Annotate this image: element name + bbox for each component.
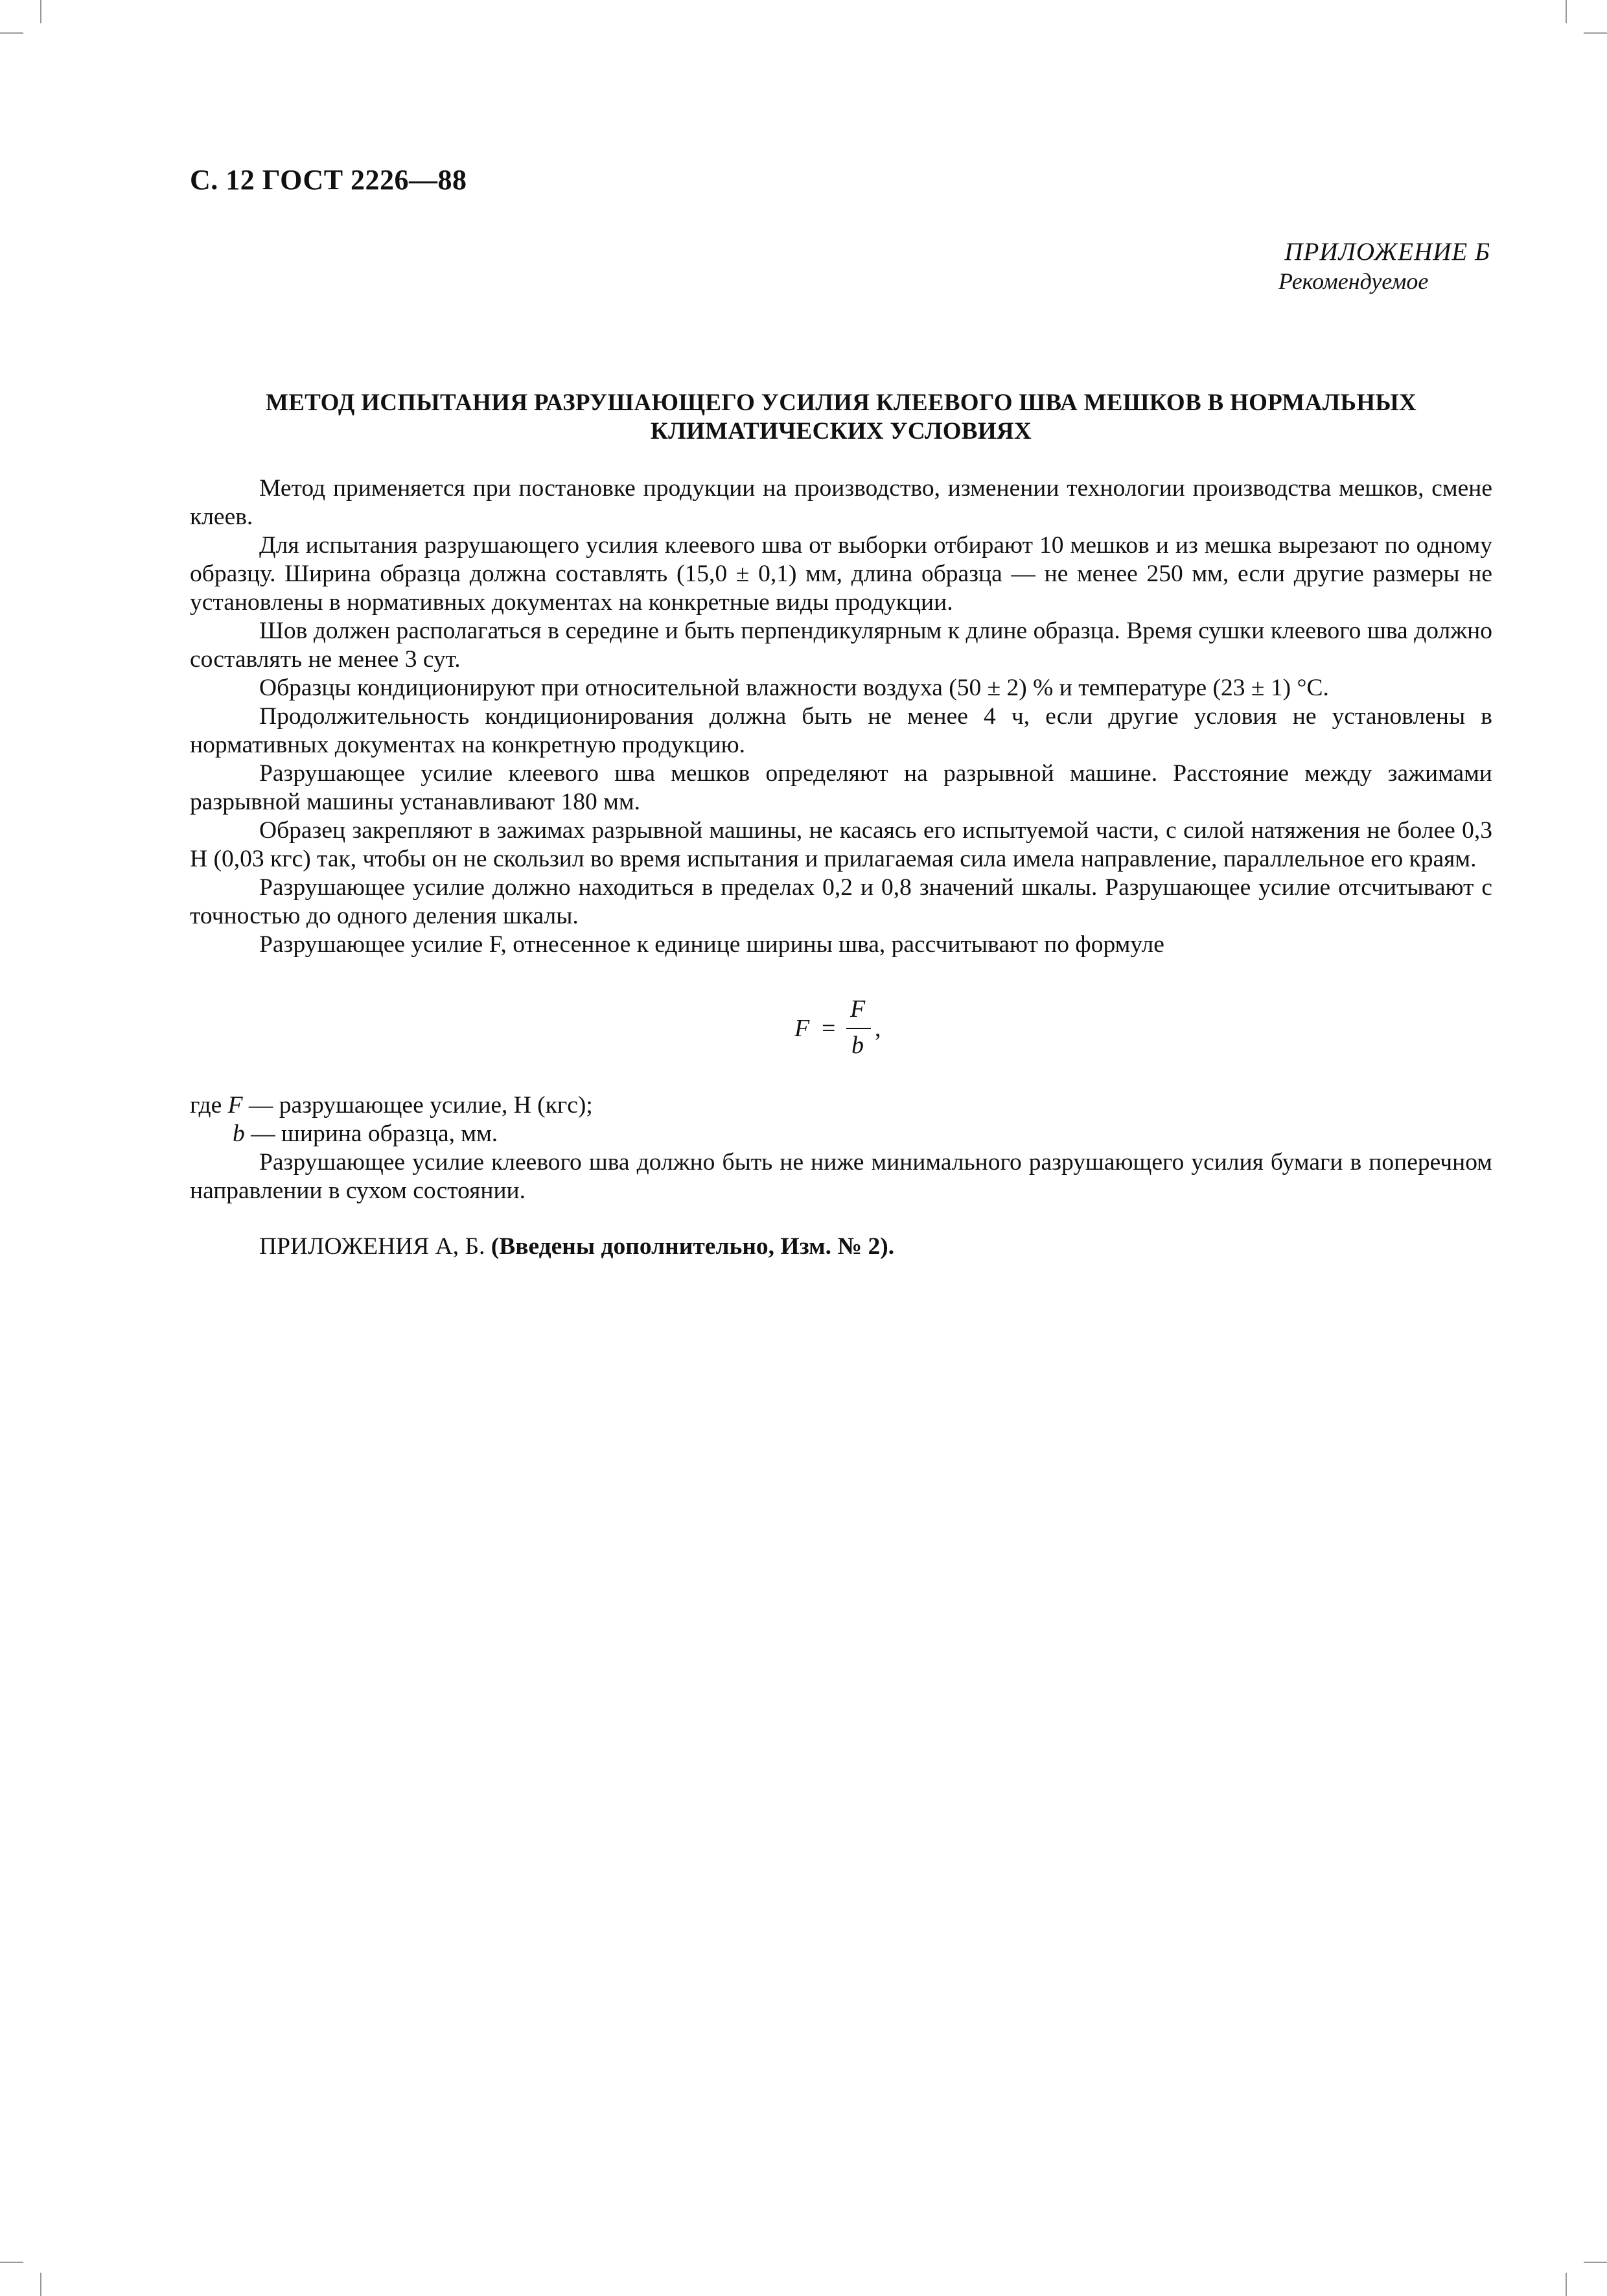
paragraph: Разрушающее усилие должно находиться в пределах 0,2 и 0,8 значений шкалы. Разрушающее усилие отсчитывают с точностью до одного деления шкалы. <box>190 874 1492 929</box>
formula <box>791 995 907 1066</box>
crop-mark <box>1584 32 1607 34</box>
paragraph: Образец закрепляют в зажимах разрывной машины, не касаясь его испытуемой части, с силой натяжения не более 0,3 Н (0,03 кгс) так, чтобы он не скользил во время испытания и прилагаемая сила имела направление, параллельное его краям. <box>190 817 1492 872</box>
crop-mark <box>1566 0 1567 23</box>
body-text <box>190 474 1492 959</box>
amendment-note <box>259 1233 894 1261</box>
fraction-bar <box>846 1028 871 1029</box>
definition-row <box>190 1120 1492 1148</box>
formula-lhs: F <box>794 1015 810 1042</box>
appendix-label <box>1166 237 1490 295</box>
variable-definitions <box>190 1091 1492 1148</box>
appendix-status: Рекомендуемое <box>1278 268 1429 294</box>
paragraph: Разрушающее усилие клеевого шва мешков определяют на разрывной машине. Расстояние между зажимами разрывной машины устанавливают 180 мм. <box>190 760 1492 815</box>
appendix-title: ПРИЛОЖЕНИЕ Б <box>1284 238 1490 266</box>
title-line: МЕТОД ИСПЫТАНИЯ РАЗРУШАЮЩЕГО УСИЛИЯ КЛЕЕВОГО ШВА МЕШКОВ В НОРМАЛЬНЫХ <box>265 389 1417 416</box>
page-header: С. 12 ГОСТ 2226—88 <box>190 164 467 196</box>
formula-equals: = <box>822 1015 836 1042</box>
paragraph: Разрушающее усилие F, отнесенное к единице ширины шва, рассчитывают по формуле <box>259 931 1164 958</box>
crop-mark <box>1566 2273 1567 2296</box>
document-title <box>190 389 1492 446</box>
crop-mark <box>40 0 41 23</box>
formula-comma: , <box>875 1015 881 1042</box>
where-prefix: где <box>190 1092 228 1119</box>
paragraph: Продолжительность кондиционирования должна быть не менее 4 ч, если другие условия не установлены в нормативных документах на конкретную продукцию. <box>190 703 1492 758</box>
variable-definition: — ширина образца, мм. <box>244 1120 498 1147</box>
paragraph: Для испытания разрушающего усилия клеевого шва от выборки отбирают 10 мешков и из мешка вырезают по одному образцу. Ширина образца должна составлять (15,0 ± 0,1) мм, длина образца — не менее 250 мм, если другие размеры не установлены в нормативных документах на конкретные виды продукции. <box>190 532 1492 616</box>
formula-numerator: F <box>850 995 866 1023</box>
paragraph: Метод применяется при постановке продукции на производство, изменении технологии производства мешков, смене клеев. <box>190 475 1492 530</box>
paragraph: Образцы кондиционируют при относительной влажности воздуха (50 ± 2) % и температуре (23 ± 1) °С. <box>259 675 1329 701</box>
amendment-note-bold: (Введены дополнительно, Изм. № 2). <box>491 1233 895 1260</box>
definition-row <box>190 1091 1492 1120</box>
variable-symbol: F <box>227 1092 243 1119</box>
crop-mark <box>0 2262 23 2263</box>
crop-mark <box>40 2273 41 2296</box>
title-line: КЛИМАТИЧЕСКИХ УСЛОВИЯХ <box>651 418 1032 445</box>
crop-mark <box>0 32 23 34</box>
amendment-note-label: ПРИЛОЖЕНИЯ А, Б. <box>259 1233 491 1260</box>
crop-mark <box>1584 2262 1607 2263</box>
formula-denominator: b <box>851 1032 864 1059</box>
conclusion-paragraph: Разрушающее усилие клеевого шва должно быть не ниже минимального разрушающего усилия бумаги в поперечном направлении в сухом состоянии. <box>190 1149 1492 1204</box>
variable-definition: — разрушающее усилие, Н (кгс); <box>242 1092 593 1119</box>
paragraph: Шов должен располагаться в середине и быть перпендикулярным к длине образца. Время сушки клеевого шва должно составлять не менее 3 сут. <box>190 618 1492 673</box>
variable-symbol: b <box>233 1120 245 1147</box>
